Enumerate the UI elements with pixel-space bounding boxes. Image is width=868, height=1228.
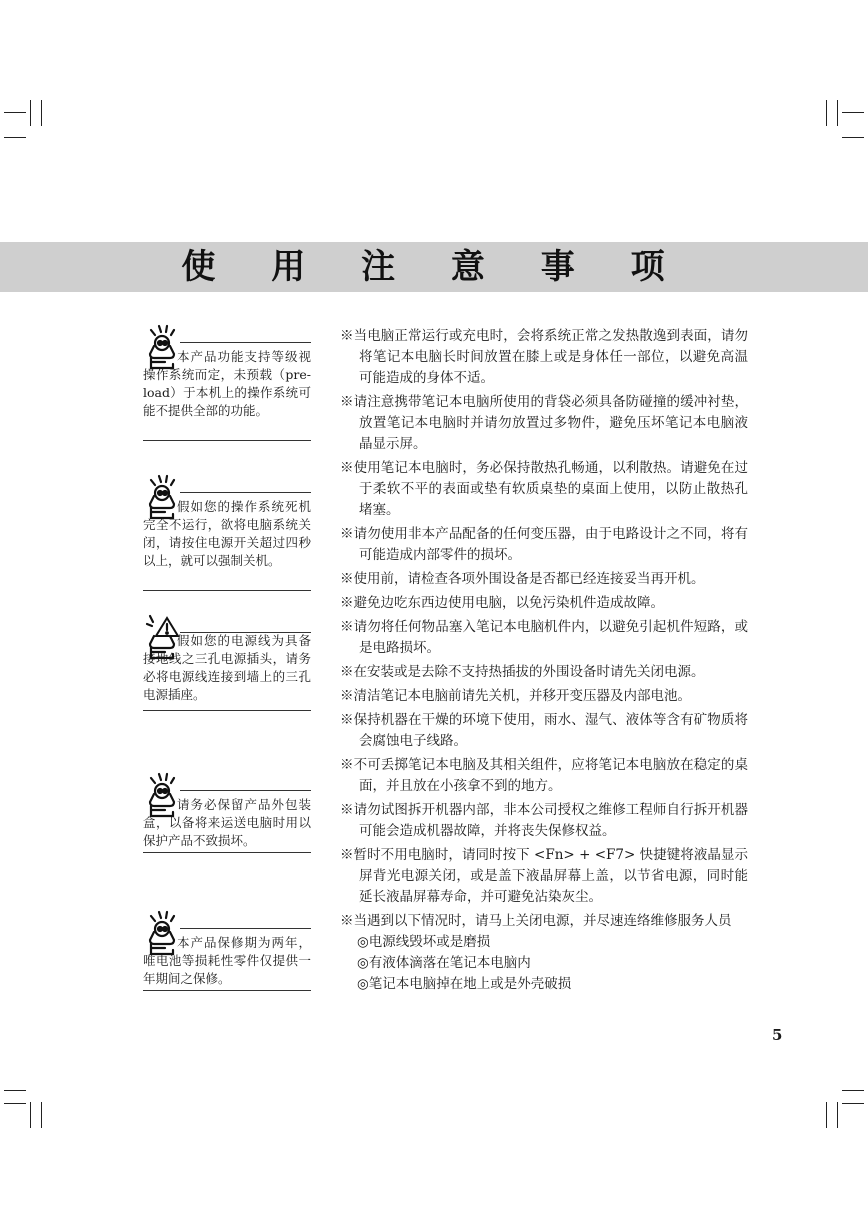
list-item: ※暂时不用电脑时，请同时按下 <Fn> + <F7> 快捷键将液晶显示屏背光电源关闭，或是盖下液晶屏幕上盖，以节省电源，同时能延长液晶屏幕寿命，并可避免沾染灰尘。 [340, 847, 748, 905]
note-text: 本产品保修期为两年，唯电池等损耗性零件仅提供一年期间之保修。 [143, 935, 311, 986]
precautions-list [340, 326, 748, 995]
crop-mark [4, 112, 26, 113]
crop-mark [842, 1090, 864, 1091]
note-divider [143, 852, 311, 853]
list-item: ※清洁笔记本电脑前请先关机，并移开变压器及内部电池。 [340, 688, 691, 704]
note-rule [180, 790, 311, 791]
list-item: ※请注意携带笔记本电脑所使用的背袋必须具备防碰撞的缓冲衬垫，放置笔记本电脑时并请勿放置过多物件，避免压坏笔记本电脑液晶显示屏。 [340, 394, 748, 452]
note-divider [143, 440, 311, 441]
note-text: 本产品功能支持等级视操作系统而定，未预载（pre-load）于本机上的操作系统可能不提供全部的功能。 [143, 349, 311, 418]
list-item: ※不可丢掷笔记本电脑及其相关组件，应将笔记本电脑放在稳定的桌面，并且放在小孩拿不到的地方。 [340, 757, 748, 794]
list-item: ※当遇到以下情况时，请马上关闭电源，并尽速连络维修服务人员 [340, 913, 732, 929]
sidebar-note [143, 772, 311, 854]
note-rule [180, 342, 311, 343]
note-rule [180, 928, 311, 929]
crop-mark [842, 112, 864, 113]
list-item: ※当电脑正常运行或充电时，会将系统正常之发热散逸到表面，请勿将笔记本电脑长时间放置在膝上或是身体任一部位，以避免高温可能造成的身体不适。 [340, 328, 748, 386]
list-item: ※使用笔记本电脑时，务必保持散热孔畅通，以利散热。请避免在过于柔软不平的表面或垫有软质桌垫的桌面上使用，以防止散热孔堵塞。 [340, 460, 748, 518]
list-item: ※在安装或是去除不支持热插拔的外围设备时请先关闭电源。 [340, 664, 705, 680]
sidebar-note [143, 324, 311, 442]
crop-mark [837, 100, 838, 126]
note-rule [180, 492, 311, 493]
list-item: ※使用前，请检查各项外围设备是否都已经连接妥当再开机。 [340, 571, 705, 587]
note-text: 请务必保留产品外包装盒，以备将来运送电脑时用以保护产品不致损坏。 [143, 797, 311, 848]
sidebar-note [143, 910, 311, 992]
note-text: 假如您的电源线为具备接地线之三孔电源插头，请务必将电源线连接到墙上的三孔电源插座。 [143, 633, 311, 702]
crop-mark [837, 1102, 838, 1128]
list-item: ※请勿试图拆开机器内部，非本公司授权之维修工程师自行拆开机器可能会造成机器故障，并将丧失保修权益。 [340, 802, 748, 839]
sub-list-item: ◎笔记本电脑掉在地上或是外壳破损 [357, 976, 572, 992]
page-number: 5 [772, 1026, 783, 1044]
note-divider [143, 590, 311, 591]
crop-mark [30, 100, 31, 126]
list-item: ※请勿使用非本产品配备的任何变压器，由于电路设计之不同，将有可能造成内部零件的损坏。 [340, 526, 748, 563]
sidebar-note [143, 614, 311, 712]
crop-mark [4, 137, 26, 138]
crop-mark [826, 1102, 827, 1128]
note-text: 假如您的操作系统死机完全不运行，欲将电脑系统关闭，请按住电源开关超过四秒以上，就可以强制关机。 [143, 499, 311, 568]
sub-list-item: ◎有液体滴落在笔记本电脑内 [357, 955, 531, 971]
crop-mark [4, 1103, 26, 1104]
sidebar-note [143, 474, 311, 592]
crop-mark [41, 100, 42, 126]
crop-mark [842, 1103, 864, 1104]
sub-list-item: ◎电源线毁坏或是磨损 [357, 934, 491, 950]
crop-mark [4, 1090, 26, 1091]
list-item: ※请勿将任何物品塞入笔记本电脑机件内，以避免引起机件短路，或是电路损坏。 [340, 619, 748, 656]
crop-mark [826, 100, 827, 126]
crop-mark [842, 137, 864, 138]
crop-mark [41, 1102, 42, 1128]
list-item: ※保持机器在干燥的环境下使用，雨水、湿气、液体等含有矿物质将会腐蚀电子线路。 [340, 712, 748, 749]
note-divider [143, 710, 311, 711]
list-item: ※避免边吃东西边使用电脑，以免污染机件造成故障。 [340, 595, 664, 611]
crop-mark [30, 1102, 31, 1128]
note-divider [143, 990, 311, 991]
page-title: 使 用 注 意 事 项 [181, 247, 687, 287]
